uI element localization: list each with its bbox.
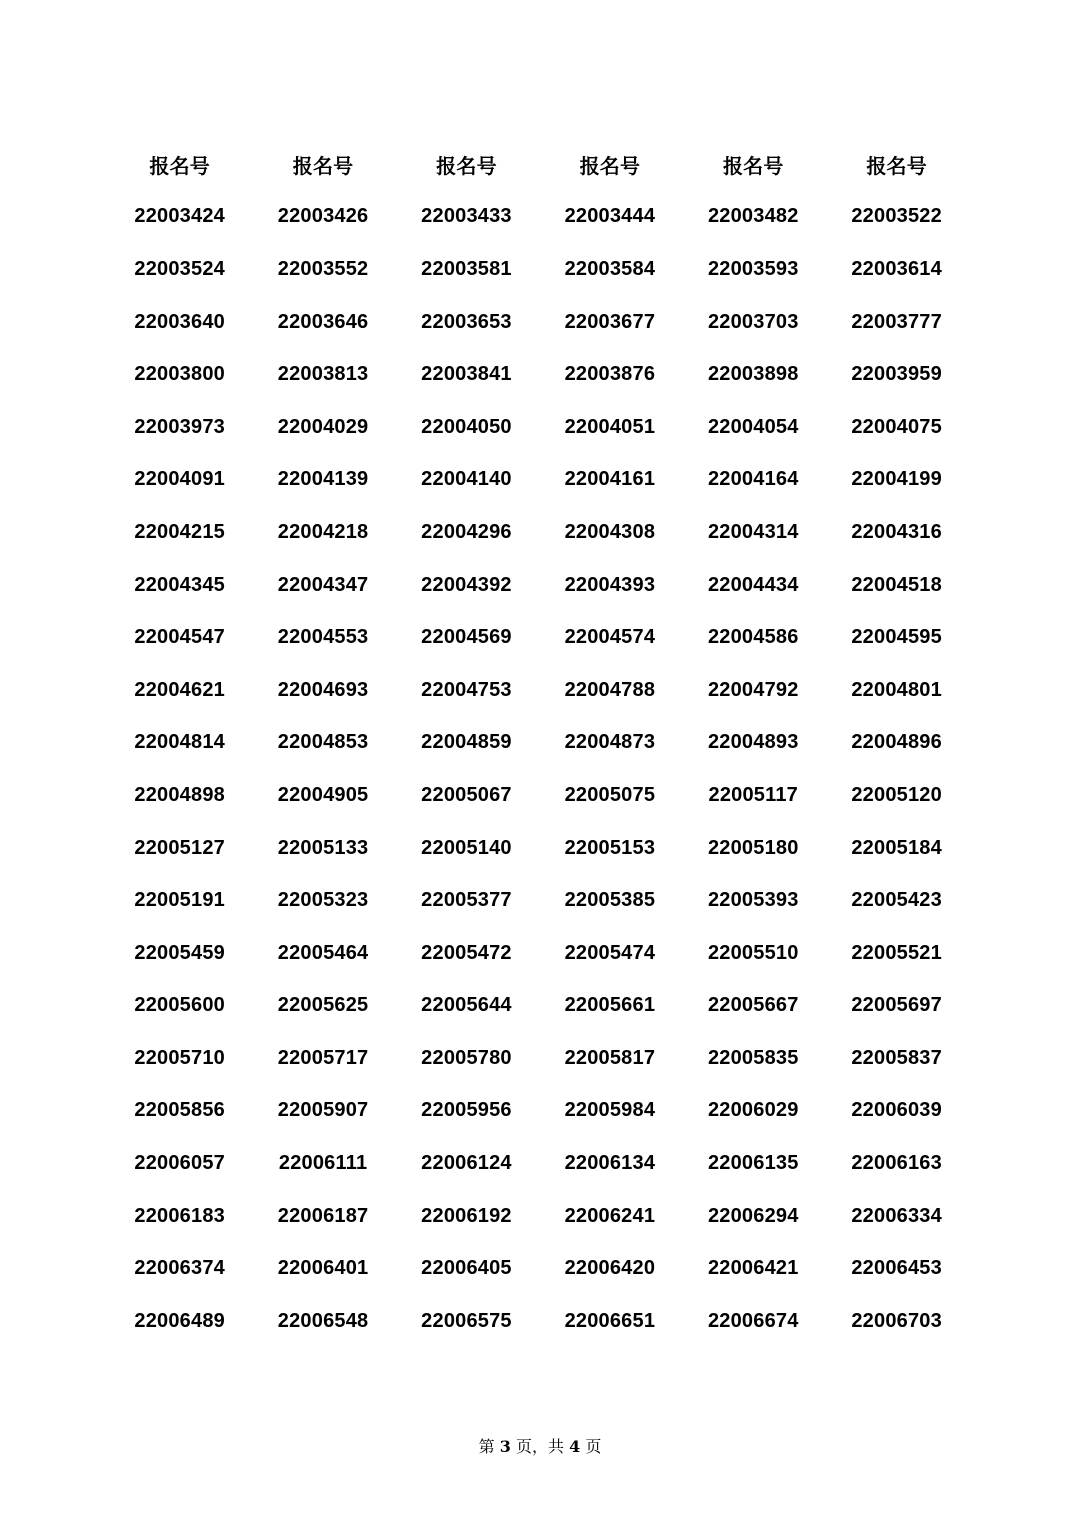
table-cell: 22004898 <box>134 783 225 806</box>
table-cell: 22005710 <box>134 1046 225 1069</box>
column-header: 报名号 <box>292 153 354 178</box>
table-cell: 22004316 <box>851 520 942 543</box>
table-cell: 22004753 <box>421 678 512 701</box>
table-cell: 22004518 <box>851 573 942 596</box>
table-cell: 22005067 <box>421 783 512 806</box>
table-cell: 22006421 <box>707 1257 799 1280</box>
table-cell: 22004051 <box>564 415 656 438</box>
table-cell: 22004054 <box>707 415 799 438</box>
registration-number-table <box>108 138 968 1348</box>
table-cell: 22006374 <box>134 1257 225 1280</box>
table-cell: 22005600 <box>134 994 225 1017</box>
table-cell: 22005817 <box>564 1046 656 1069</box>
table-cell: 22005180 <box>707 836 799 859</box>
table-cell: 22006651 <box>564 1309 656 1332</box>
table-cell: 22004199 <box>851 468 942 491</box>
table-cell: 22004905 <box>277 783 369 806</box>
footer-suffix: 页 <box>580 1437 602 1456</box>
table-cell: 22006241 <box>564 1204 656 1227</box>
table-cell: 22003898 <box>707 363 799 386</box>
table-cell: 22003973 <box>134 415 225 438</box>
table-cell: 22006334 <box>851 1204 942 1227</box>
table-cell: 22004050 <box>421 415 512 438</box>
table-cell: 22003584 <box>564 257 656 280</box>
table-cell: 22005393 <box>707 889 799 912</box>
table-cell: 22006674 <box>707 1309 799 1332</box>
table-cell: 22004161 <box>564 468 656 491</box>
table-cell: 22004215 <box>134 520 225 543</box>
table-cell: 22003876 <box>564 363 656 386</box>
page-footer <box>0 1434 1080 1457</box>
table-cell: 22004140 <box>421 468 512 491</box>
table-cell: 22006134 <box>564 1152 656 1175</box>
table-cell: 22003426 <box>277 205 369 228</box>
table-cell: 22003703 <box>707 310 799 333</box>
table-cell: 22004893 <box>707 731 799 754</box>
table-cell: 22003524 <box>134 257 225 280</box>
table-cell: 22004139 <box>277 468 369 491</box>
table-cell: 22005474 <box>564 941 656 964</box>
table-cell: 22006057 <box>134 1152 225 1175</box>
table-cell: 22005837 <box>851 1046 942 1069</box>
table-cell: 22003552 <box>277 257 369 280</box>
table-cell: 22003522 <box>851 205 942 228</box>
table-cell: 22005459 <box>134 941 225 964</box>
table-cell: 22005464 <box>277 941 369 964</box>
table-cell: 22004859 <box>421 731 512 754</box>
table-cell: 22003581 <box>421 257 512 280</box>
table-cell: 22005984 <box>564 1099 656 1122</box>
table-cell: 22006135 <box>707 1152 799 1175</box>
current-page-number: 3 <box>499 1437 511 1456</box>
table-cell: 22005907 <box>277 1099 369 1122</box>
table-cell: 22004801 <box>851 678 942 701</box>
table-cell: 22003424 <box>134 205 225 228</box>
table-cell: 22006548 <box>277 1309 369 1332</box>
table-cell: 22004814 <box>134 731 225 754</box>
table-cell: 22005780 <box>421 1046 512 1069</box>
table-cell: 22003482 <box>707 205 799 228</box>
table-cell: 22005075 <box>564 783 656 806</box>
table-cell: 22006575 <box>421 1309 512 1332</box>
table-cell: 22006163 <box>851 1152 942 1175</box>
table-cell: 22004547 <box>134 626 225 649</box>
table-cell: 22006405 <box>421 1257 512 1280</box>
table-cell: 22004574 <box>564 626 656 649</box>
table-cell: 22004792 <box>707 678 799 701</box>
table-cell: 22005117 <box>708 783 798 806</box>
table-cell: 22004693 <box>277 678 369 701</box>
table-cell: 22006703 <box>851 1309 942 1332</box>
table-cell: 22006029 <box>707 1099 799 1122</box>
table-cell: 22006187 <box>277 1204 369 1227</box>
table-cell: 22005385 <box>564 889 656 912</box>
table-cell: 22004308 <box>564 520 656 543</box>
table-cell: 22003800 <box>134 363 225 386</box>
table-cell: 22005856 <box>134 1099 225 1122</box>
total-page-number: 4 <box>569 1437 581 1456</box>
table-cell: 22005184 <box>851 836 942 859</box>
table-cell: 22006489 <box>134 1309 225 1332</box>
table-cell: 22005120 <box>851 783 942 806</box>
table-cell: 22005423 <box>851 889 942 912</box>
table-cell: 22003959 <box>851 363 942 386</box>
table-cell: 22005377 <box>421 889 512 912</box>
table-cell: 22005140 <box>421 836 512 859</box>
table-cell: 22004164 <box>707 468 799 491</box>
table-cell: 22006183 <box>134 1204 225 1227</box>
table-cell: 22004296 <box>421 520 512 543</box>
table-cell: 22005835 <box>707 1046 799 1069</box>
table-cell: 22005510 <box>707 941 799 964</box>
table-cell: 22003653 <box>421 310 512 333</box>
table-cell: 22005323 <box>277 889 369 912</box>
column-header: 报名号 <box>722 153 784 178</box>
table-cell: 22004569 <box>421 626 512 649</box>
table-cell: 22004621 <box>134 678 225 701</box>
table-cell: 22005956 <box>421 1099 512 1122</box>
table-cell: 22004345 <box>134 573 225 596</box>
table-cell: 22004595 <box>851 626 942 649</box>
table-cell: 22004075 <box>851 415 942 438</box>
table-cell: 22006111 <box>278 1152 368 1175</box>
table-cell: 22005667 <box>707 994 799 1017</box>
table-cell: 22005521 <box>851 941 942 964</box>
table-cell: 22006294 <box>707 1204 799 1227</box>
table-cell: 22004853 <box>277 731 369 754</box>
table-cell: 22004873 <box>564 731 656 754</box>
table-cell: 22006039 <box>851 1099 942 1122</box>
table-cell: 22005644 <box>421 994 512 1017</box>
table-cell: 22005133 <box>277 836 369 859</box>
table-cell: 22005717 <box>277 1046 369 1069</box>
table-cell: 22004788 <box>564 678 656 701</box>
table-cell: 22005661 <box>564 994 656 1017</box>
table-cell: 22006124 <box>421 1152 512 1175</box>
table-cell: 22005625 <box>277 994 369 1017</box>
table-cell: 22003640 <box>134 310 225 333</box>
table-cell: 22004393 <box>564 573 656 596</box>
table-cell: 22003433 <box>421 205 512 228</box>
table-cell: 22004553 <box>277 626 369 649</box>
table-cell: 22004218 <box>277 520 369 543</box>
table-cell: 22006453 <box>851 1257 942 1280</box>
table-cell: 22005153 <box>564 836 656 859</box>
column-header: 报名号 <box>149 153 210 178</box>
column-header: 报名号 <box>579 153 641 178</box>
table-cell: 22003614 <box>851 257 942 280</box>
table-cell: 22003646 <box>277 310 369 333</box>
table-cell: 22005472 <box>421 941 512 964</box>
table-cell: 22003813 <box>277 363 369 386</box>
table-cell: 22003841 <box>421 363 512 386</box>
table-cell: 22003677 <box>564 310 656 333</box>
table-cell: 22006192 <box>421 1204 512 1227</box>
column-header: 报名号 <box>436 153 497 178</box>
table-cell: 22003777 <box>851 310 942 333</box>
table-cell: 22005697 <box>851 994 942 1017</box>
table-cell: 22004434 <box>707 573 799 596</box>
table-cell: 22003444 <box>564 205 656 228</box>
table-cell: 22006401 <box>277 1257 369 1280</box>
footer-middle: 页，共 <box>510 1437 570 1456</box>
table-cell: 22004314 <box>707 520 799 543</box>
table-cell: 22004347 <box>277 573 369 596</box>
column-header: 报名号 <box>866 153 927 178</box>
table-cell: 22004586 <box>707 626 799 649</box>
table-cell: 22004392 <box>421 573 512 596</box>
footer-prefix: 第 <box>478 1437 500 1456</box>
table-cell: 22003593 <box>707 257 799 280</box>
table-cell: 22004896 <box>851 731 942 754</box>
table-cell: 22004029 <box>277 415 369 438</box>
table-cell: 22005191 <box>134 889 225 912</box>
table-cell: 22006420 <box>564 1257 656 1280</box>
table-cell: 22004091 <box>134 468 225 491</box>
table-cell: 22005127 <box>134 836 225 859</box>
